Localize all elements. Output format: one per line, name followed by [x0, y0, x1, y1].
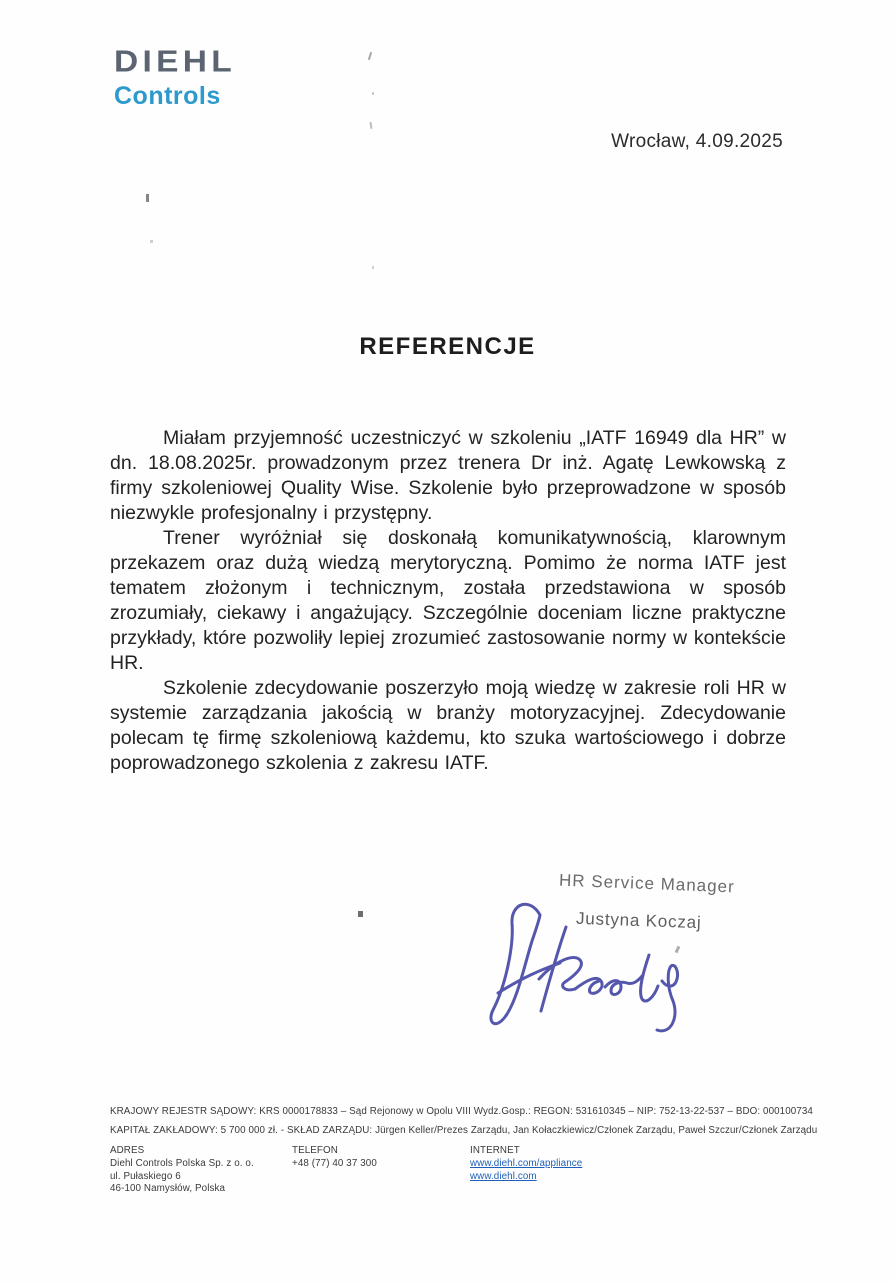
scan-artifact [372, 92, 374, 95]
website-link-appliance: www.diehl.com/appliance [470, 1158, 583, 1169]
address-line-company: Diehl Controls Polska Sp. z o. o. [110, 1158, 254, 1169]
paragraph-1: Miałam przyjemność uczestniczyć w szkoleniu „IATF 16949 dla HR” w dn. 18.08.2025r. prowadzonym przez trenera Dr inż. Agatę Lewkowską z firmy szkoleniowej Quality Wise. Szkolenie było przeprowadzone w sposób niezwykle profesjonalny i przystępny. [110, 427, 786, 524]
paragraph-2: Trener wyróżniał się doskonałą komunikatywnością, klarownym przekazem oraz dużą wiedzą merytoryczną. Pomimo że norma IATF jest tematem złożonym i technicznym, została przedstawiona w sposób zrozumiały, ciekawy i angażujący. Szczególnie doceniam liczne praktyczne przykłady, które pozwoliły lepiej zrozumieć zastosowanie normy w kontekście HR. [110, 527, 786, 674]
letter-body [110, 426, 786, 776]
capital-line: KAPITAŁ ZAKŁADOWY: 5 700 000 zł. - SKŁAD ZARZĄDU: Jürgen Keller/Prezes Zarządu, Jan Kołaczkiewicz/Członek Zarządu, Paweł Szczur/Członek Zarządu [110, 1124, 818, 1136]
address-label: ADRES [110, 1144, 145, 1156]
scan-artifact [372, 266, 374, 269]
diehl-logo-controls: Controls [114, 82, 221, 110]
address-column [110, 1145, 292, 1196]
scan-artifact [146, 194, 149, 202]
phone-label: TELEFON [292, 1144, 338, 1156]
registry-line: KRAJOWY REJESTR SĄDOWY: KRS 0000178833 – Sąd Rejonowy w Opolu VIII Wydz.Gosp.: REGON: 531610345 – NIP: 752-13-22-537 – BDO: 000100734 [110, 1106, 813, 1117]
address-line-city: 46-100 Namysłów, Polska [110, 1183, 226, 1194]
address-line-street: ul. Pułaskiego 6 [110, 1170, 181, 1182]
document-title: REFERENCJE [359, 333, 536, 360]
stamp-signer-name: Justyna Koczaj [575, 908, 702, 933]
phone-column [292, 1145, 470, 1196]
scan-artifact [150, 240, 153, 243]
diehl-logo [114, 44, 237, 111]
place-and-date: Wrocław, 4.09.2025 [611, 131, 783, 152]
scan-artifact [368, 52, 372, 60]
internet-label: INTERNET [470, 1144, 520, 1156]
scan-artifact [358, 911, 363, 917]
stamp-role-title: HR Service Manager [558, 870, 736, 897]
phone-number: +48 (77) 40 37 300 [292, 1158, 377, 1169]
footer-columns [110, 1145, 795, 1196]
handwritten-signature-icon [478, 893, 708, 1043]
scan-artifact [370, 122, 373, 129]
letterhead-footer [110, 1106, 818, 1196]
diehl-logo-wordmark: DIEHL [114, 44, 237, 79]
paragraph-3: Szkolenie zdecydowanie poszerzyło moją wiedzę w zakresie roli HR w systemie zarządzania jakością w branży motoryzacyjnej. Zdecydowanie polecam tę firmę szkoleniową każdemu, kto szuka wartościowego i dobrze poprowadzonego szkolenia z zakresu IATF. [110, 677, 786, 774]
website-link-main: www.diehl.com [470, 1170, 537, 1182]
internet-column [470, 1145, 670, 1196]
